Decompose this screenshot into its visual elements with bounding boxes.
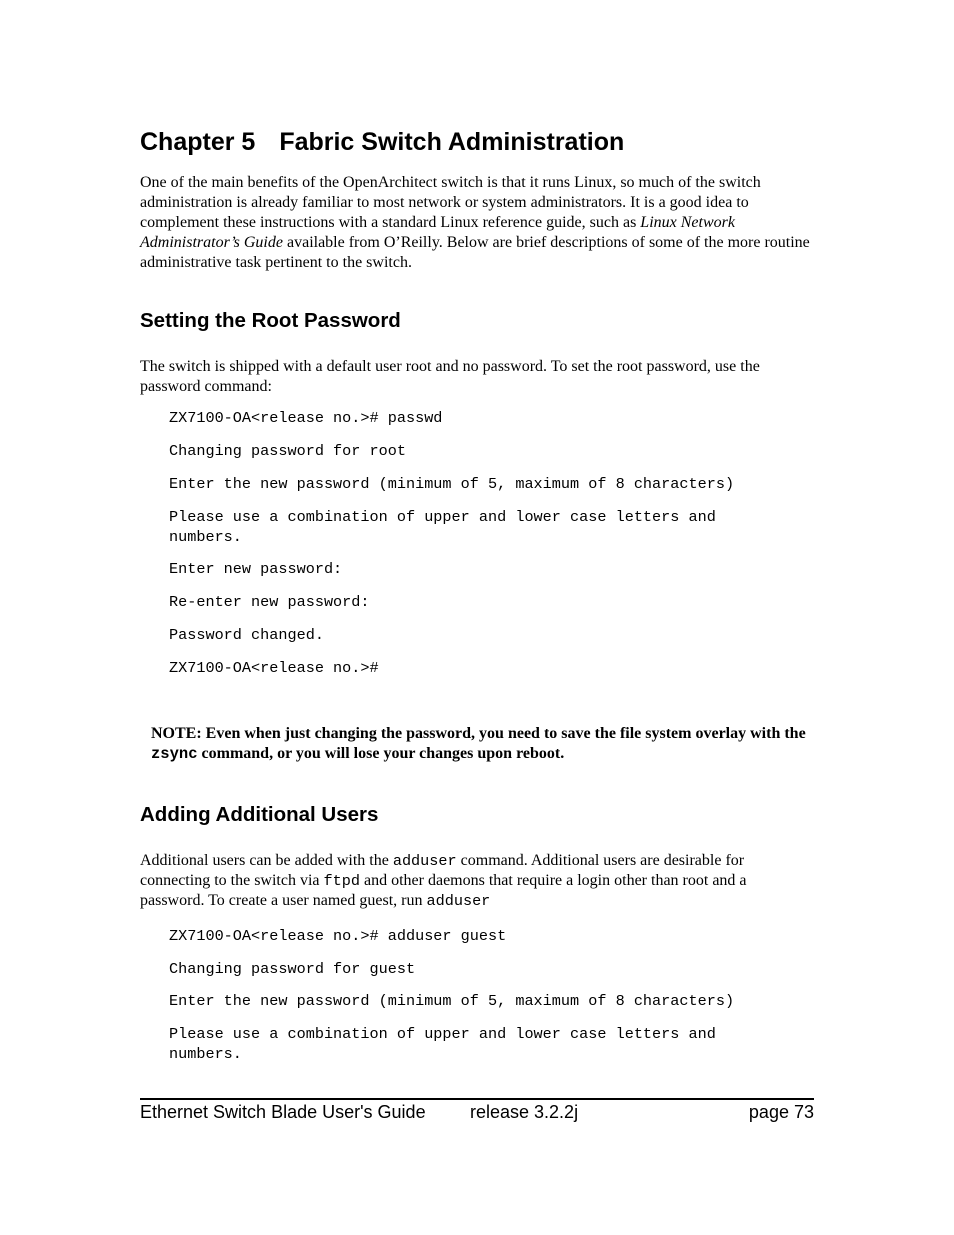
footer-page-number: page 73 (748, 1102, 814, 1122)
adduser-command: adduser (392, 852, 457, 870)
code-line: Password changed. (169, 626, 324, 644)
section-heading-root-password: Setting the Root Password (140, 309, 401, 332)
code-line: Re-enter new password: (169, 593, 370, 611)
code-line: Enter the new password (minimum of 5, maximum of 8 characters) (169, 475, 735, 493)
chapter-number: Chapter 5 (140, 128, 256, 156)
footer-doc-title: Ethernet Switch Blade User's Guide (140, 1102, 426, 1122)
note-text: NOTE: Even when just changing the password, you need to save the file system overlay with the (151, 725, 806, 742)
add-users-text: and other daemons that require a login other than root and a password. To create a user named guest, run (140, 872, 747, 909)
note-paragraph (151, 724, 811, 764)
code-line: ZX7100-OA<release no.># passwd (169, 409, 443, 427)
footer-release: release 3.2.2j (470, 1102, 579, 1122)
adduser-command: adduser (426, 892, 491, 910)
code-line: Enter the new password (minimum of 5, maximum of 8 characters) (169, 992, 735, 1010)
code-line: Changing password for guest (169, 960, 416, 978)
intro-paragraph (140, 173, 814, 273)
ftpd-command: ftpd (323, 872, 360, 890)
book-title: Linux Network Administrator’s Guide (140, 214, 735, 251)
code-line: Enter new password: (169, 560, 343, 578)
zsync-command: zsync (151, 745, 198, 763)
add-users-text: Additional users can be added with the (140, 852, 393, 869)
code-line: ZX7100-OA<release no.># (169, 659, 379, 677)
chapter-title: Fabric Switch Administration (279, 128, 625, 156)
code-line: ZX7100-OA<release no.># adduser guest (169, 927, 507, 945)
code-line: Please use a combination of upper and lower case letters and numbers. (169, 1025, 716, 1063)
root-password-paragraph: The switch is shipped with a default user root and no password. To set the root password, use the password command: (140, 358, 760, 395)
section-heading-add-users: Adding Additional Users (140, 803, 379, 826)
add-users-paragraph (140, 851, 814, 911)
chapter-heading (140, 128, 624, 157)
code-line: Please use a combination of upper and lower case letters and numbers. (169, 508, 716, 546)
code-line: Changing password for root (169, 442, 406, 460)
intro-text-continued: available from O’Reilly. Below are brief descriptions of some of the more routine administrative task pertinent to the switch. (140, 234, 810, 271)
note-text-continued: command, or you will lose your changes upon reboot. (197, 745, 565, 762)
footer-rule (140, 1098, 814, 1100)
add-users-text: command. Additional users are desirable for connecting to the switch via (140, 852, 745, 889)
intro-text: One of the main benefits of the OpenArchitect switch is that it runs Linux, so much of the switch administration is already familiar to most network or system administrators. It is a good idea to complement these instructions with a standard Linux reference guide, such as (140, 174, 761, 231)
